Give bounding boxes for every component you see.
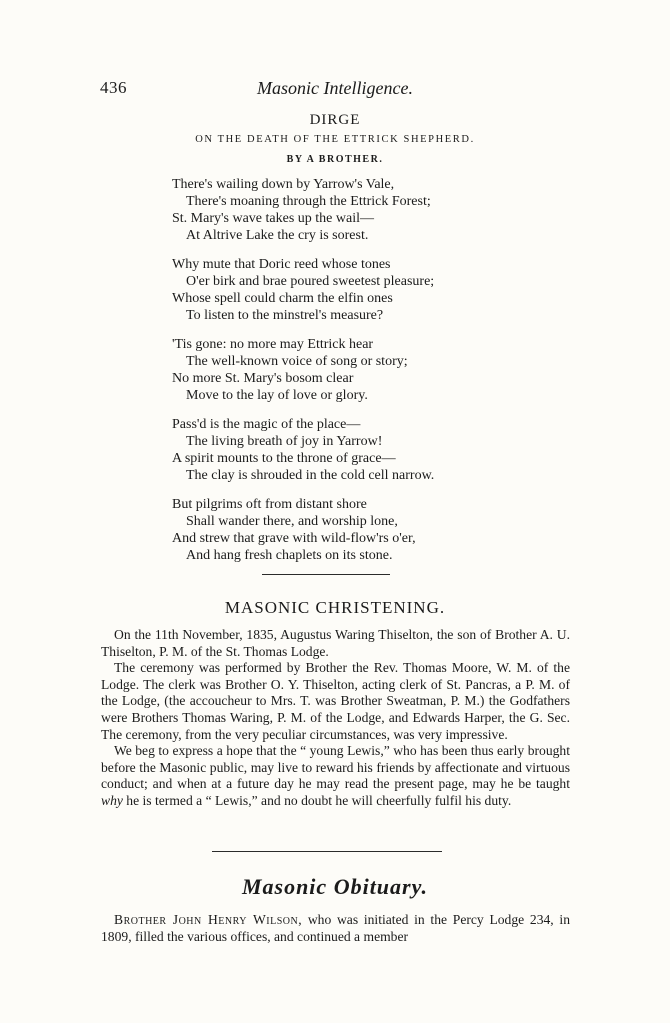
poem-line: The living breath of joy in Yarrow! <box>186 434 383 449</box>
paragraph: The ceremony was performed by Brother the Rev. Thomas Moore, W. M. of the Lodge. The clerk was Brother O. Y. Thiselton, acting clerk of St. Pancras, a P. M. of the Lodge, (the accoucheur to Mrs. T. was Brother Sweatman, P. M.) the Godfathers were Brothers Thomas Waring, P. M. of the Lodge, and Edwards Harper, the G. Sec. The ceremony, from the very peculiar circumstances, was very impressive. <box>101 660 570 742</box>
poem-stanza <box>172 336 552 404</box>
page-header <box>100 78 570 102</box>
dirge-subtitle: ON THE DEATH OF THE ETTRICK SHEPHERD. <box>195 134 475 145</box>
obituary-text <box>101 912 570 945</box>
poem-line: O'er birk and brae poured sweetest pleasure; <box>186 274 435 289</box>
poem-stanza <box>172 496 552 564</box>
poem-line: Why mute that Doric reed whose tones <box>172 257 391 272</box>
section-divider <box>212 851 442 852</box>
dirge-author: BY A BROTHER. <box>286 154 384 165</box>
obituary-title: Masonic Obituary. <box>241 874 429 899</box>
poem-line: Whose spell could charm the elfin ones <box>172 291 393 306</box>
poem-stanza <box>172 256 552 324</box>
christening-text <box>101 627 570 810</box>
poem-line: At Altrive Lake the cry is sorest. <box>186 228 369 243</box>
paragraph-text: who was initiated in the Percy Lodge 234, in 1809, filled the various offices, and continued a member <box>101 912 570 944</box>
poem-line: Pass'd is the magic of the place— <box>172 417 361 432</box>
poem-line: No more St. Mary's bosom clear <box>172 371 354 386</box>
poem-stanza <box>172 416 552 484</box>
page-number: 436 <box>100 78 127 97</box>
poem <box>172 176 552 576</box>
poem-line: The clay is shrouded in the cold cell narrow. <box>186 468 435 483</box>
poem-line: And strew that grave with wild-flow'rs o'er, <box>172 531 416 546</box>
poem-line: A spirit mounts to the throne of grace— <box>172 451 396 466</box>
christening-title: MASONIC CHRISTENING. <box>224 598 446 617</box>
emphasis-word: why <box>101 792 123 808</box>
poem-line: There's moaning through the Ettrick Forest; <box>186 194 431 209</box>
poem-line: And hang fresh chaplets on its stone. <box>186 548 393 563</box>
paragraph-text: We beg to express a hope that the “ young Lewis,” who has been thus early brought before the Masonic public, may live to reward his friends by affectionate and virtuous conduct; and when at a future day he may read the present page, may he be taught <box>101 743 570 792</box>
paragraph: On the 11th November, 1835, Augustus Waring Thiselton, the son of Brother A. U. Thiselton, P. M. of the St. Thomas Lodge. <box>101 627 570 659</box>
poem-line: The well-known voice of song or story; <box>186 354 408 369</box>
poem-line: There's wailing down by Yarrow's Vale, <box>172 177 395 192</box>
poem-line: But pilgrims oft from distant shore <box>172 497 367 512</box>
poem-line: 'Tis gone: no more may Ettrick hear <box>172 337 374 352</box>
poem-stanza <box>172 176 552 244</box>
poem-line: St. Mary's wave takes up the wail— <box>172 211 374 226</box>
section-divider <box>262 574 390 575</box>
poem-line: Move to the lay of love or glory. <box>186 388 368 403</box>
running-title: Masonic Intelligence. <box>257 78 413 98</box>
paragraph-text: he is termed a “ Lewis,” and no doubt he will cheerfully fulfil his duty. <box>122 792 512 808</box>
member-name: Brother John Henry Wilson, <box>114 912 303 927</box>
poem-line: To listen to the minstrel's measure? <box>186 308 384 323</box>
dirge-title: DIRGE <box>309 112 361 128</box>
poem-line: Shall wander there, and worship lone, <box>186 514 398 529</box>
paragraph <box>101 912 570 945</box>
paragraph <box>101 743 570 809</box>
